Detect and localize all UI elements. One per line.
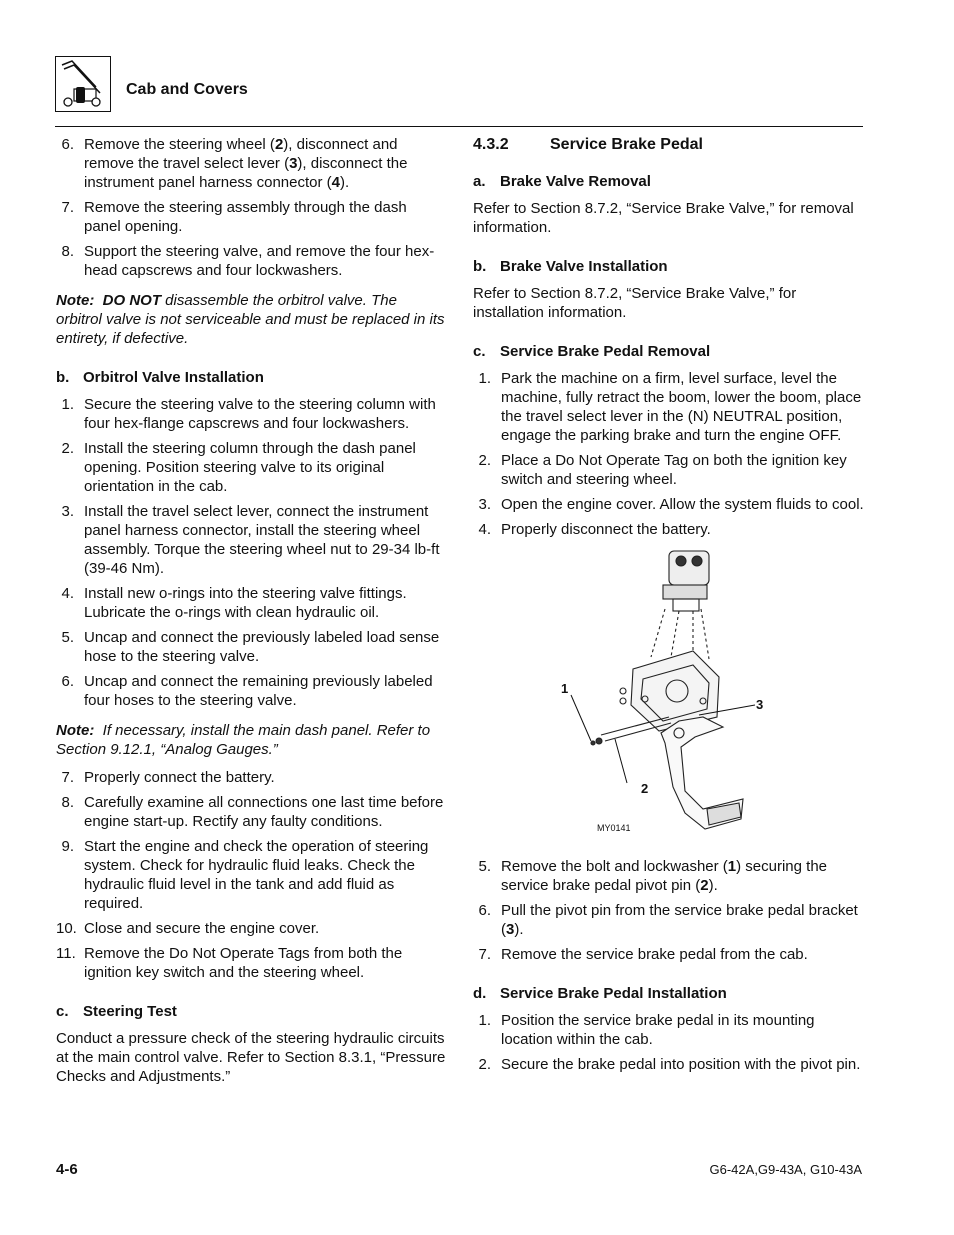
list-item bbox=[56, 672, 446, 710]
list-item bbox=[56, 242, 446, 280]
subheading-letter: b. bbox=[473, 258, 487, 275]
list-item-number: 7. bbox=[61, 769, 74, 786]
orbitrol-install-steps-continued bbox=[56, 768, 446, 982]
list-item-number: 9. bbox=[61, 838, 74, 855]
list-item-text: Remove the service brake pedal from the cab. bbox=[501, 946, 808, 963]
list-item-number: 8. bbox=[61, 794, 74, 811]
list-item bbox=[473, 1055, 865, 1074]
list-item bbox=[56, 439, 446, 496]
list-item-number: 6. bbox=[478, 902, 491, 919]
orbitrol-install-steps bbox=[56, 395, 446, 710]
list-item-text: Properly disconnect the battery. bbox=[501, 521, 711, 538]
page-number: 4-6 bbox=[56, 1161, 78, 1178]
list-item-text: Place a Do Not Operate Tag on both the ignition key switch and steering wheel. bbox=[501, 452, 847, 488]
list-item-number: 11. bbox=[56, 945, 76, 962]
subheading-text: Steering Test bbox=[83, 1003, 177, 1020]
list-item-text: Remove the steering wheel (2), disconnect and remove the travel select lever (3), disconnect the instrument panel harness connector (4). bbox=[84, 136, 408, 191]
list-item-number: 1. bbox=[478, 1012, 491, 1029]
left-column bbox=[56, 135, 446, 1086]
list-item-number: 2. bbox=[478, 1056, 491, 1073]
list-item-text: Uncap and connect the previously labeled load sense hose to the steering valve. bbox=[84, 629, 440, 665]
model-numbers: G6-42A,G9-43A, G10-43A bbox=[709, 1162, 862, 1177]
figure-callout-2: 2 bbox=[641, 781, 649, 796]
list-item bbox=[56, 944, 446, 982]
brake-valve-removal-paragraph: Refer to Section 8.7.2, “Service Brake Valve,” for removal information. bbox=[473, 200, 854, 236]
list-item-text: Open the engine cover. Allow the system fluids to cool. bbox=[501, 496, 864, 513]
list-item-text: Remove the steering assembly through the dash panel opening. bbox=[84, 199, 407, 235]
subheading-text: Service Brake Pedal Installation bbox=[500, 985, 727, 1002]
list-item-number: 3. bbox=[478, 496, 491, 513]
pedal-removal-steps-continued bbox=[473, 857, 865, 964]
brake-valve-install-paragraph: Refer to Section 8.7.2, “Service Brake Valve,” for installation information. bbox=[473, 285, 797, 321]
list-item-text: Remove the bolt and lockwasher (1) securing the service brake pedal pivot pin (2). bbox=[501, 858, 828, 894]
subheading-brake-valve-removal bbox=[473, 172, 865, 191]
subheading-text: Service Brake Pedal Removal bbox=[500, 343, 711, 360]
list-item bbox=[473, 369, 865, 445]
section-heading bbox=[473, 135, 865, 154]
list-item bbox=[56, 919, 446, 938]
list-item-text: Uncap and connect the remaining previously labeled four hoses to the steering valve. bbox=[84, 673, 433, 709]
list-item-number: 6. bbox=[61, 136, 74, 153]
list-item-text: Position the service brake pedal in its mounting location within the cab. bbox=[501, 1012, 815, 1048]
list-item bbox=[473, 945, 865, 964]
list-item-number: 5. bbox=[478, 858, 491, 875]
list-item-number: 2. bbox=[478, 452, 491, 469]
pedal-install-steps bbox=[473, 1011, 865, 1074]
subheading-letter: d. bbox=[473, 985, 487, 1002]
brake-pedal-figure bbox=[473, 547, 865, 847]
list-item-number: 7. bbox=[61, 199, 74, 216]
list-item bbox=[473, 495, 865, 514]
list-item bbox=[473, 857, 865, 895]
steering-removal-steps bbox=[56, 135, 446, 280]
list-item bbox=[473, 451, 865, 489]
list-item bbox=[56, 628, 446, 666]
subheading-letter: c. bbox=[473, 343, 486, 360]
list-item bbox=[56, 502, 446, 578]
list-item bbox=[56, 793, 446, 831]
list-item-text: Support the steering valve, and remove the four hex-head capscrews and four lockwashers. bbox=[84, 243, 435, 279]
header-rule bbox=[55, 126, 863, 127]
list-item-number: 3. bbox=[61, 503, 74, 520]
subheading-pedal-install bbox=[473, 984, 865, 1003]
list-item bbox=[56, 395, 446, 433]
list-item bbox=[56, 837, 446, 913]
subheading-letter: c. bbox=[56, 1003, 69, 1020]
subheading-text: Orbitrol Valve Installation bbox=[83, 369, 264, 386]
section-number: 4.3.2 bbox=[473, 136, 509, 153]
subheading-letter: a. bbox=[473, 173, 486, 190]
list-item-number: 7. bbox=[478, 946, 491, 963]
figure-callout-3: 3 bbox=[756, 697, 764, 712]
list-item-number: 1. bbox=[61, 396, 74, 413]
list-item bbox=[56, 584, 446, 622]
figure-caption: MY0141 bbox=[597, 823, 631, 833]
subheading-text: Brake Valve Installation bbox=[500, 258, 668, 275]
list-item-text: Secure the steering valve to the steering column with four hex-flange capscrews and four lockwashers. bbox=[84, 396, 436, 432]
running-header-title: Cab and Covers bbox=[126, 81, 248, 98]
list-item-number: 1. bbox=[478, 370, 491, 387]
list-item-text: Install the steering column through the dash panel opening. Position steering valve to its original orientation in the cab. bbox=[84, 440, 416, 495]
list-item bbox=[56, 135, 446, 192]
subheading-brake-valve-install bbox=[473, 257, 865, 276]
list-item-number: 2. bbox=[61, 440, 74, 457]
list-item-text: Secure the brake pedal into position with the pivot pin. bbox=[501, 1056, 861, 1073]
list-item-text: Remove the Do Not Operate Tags from both the ignition key switch and the steering wheel. bbox=[84, 945, 403, 981]
list-item-text: Start the engine and check the operation of steering system. Check for hydraulic fluid leaks. Check the hydraulic fluid level in the tank and add fluid as required. bbox=[84, 838, 429, 912]
subheading-text: Brake Valve Removal bbox=[500, 173, 651, 190]
list-item-text: Install new o-rings into the steering valve fittings. Lubricate the o-rings with clean hydraulic oil. bbox=[84, 585, 407, 621]
list-item-number: 5. bbox=[61, 629, 74, 646]
list-item bbox=[473, 520, 865, 539]
list-item bbox=[473, 1011, 865, 1049]
list-item-text: Carefully examine all connections one last time before engine start-up. Rectify any faulty conditions. bbox=[84, 794, 444, 830]
list-item-text: Park the machine on a firm, level surface, level the machine, fully retract the boom, lower the boom, place the travel select lever in the (N) NEUTRAL position, engage the parking brake and turn the engine OFF. bbox=[501, 370, 862, 444]
list-item bbox=[56, 768, 446, 787]
list-item-number: 8. bbox=[61, 243, 74, 260]
list-item-number: 6. bbox=[61, 673, 74, 690]
brake-pedal-illustration bbox=[473, 547, 865, 847]
telehandler-icon bbox=[56, 57, 109, 110]
subheading-orbitrol-install bbox=[56, 368, 446, 387]
pedal-removal-steps bbox=[473, 369, 865, 539]
figure-callout-1: 1 bbox=[561, 681, 569, 696]
list-item bbox=[56, 198, 446, 236]
right-column bbox=[473, 135, 865, 1080]
subheading-pedal-removal bbox=[473, 342, 865, 361]
section-logo-icon bbox=[55, 56, 111, 112]
list-item bbox=[473, 901, 865, 939]
subheading-steering-test bbox=[56, 1002, 446, 1021]
note-orbitrol: Note: DO NOT disassemble the orbitrol valve. The orbitrol valve is not serviceable and must be replaced in its entirety, if defective. bbox=[56, 292, 445, 347]
steering-test-paragraph: Conduct a pressure check of the steering hydraulic circuits at the main control valve. Refer to Section 8.3.1, “Pressure Checks and Adjustments.” bbox=[56, 1030, 446, 1085]
list-item-text: Close and secure the engine cover. bbox=[84, 920, 320, 937]
list-item-number: 4. bbox=[478, 521, 491, 538]
list-item-text: Pull the pivot pin from the service brake pedal bracket (3). bbox=[501, 902, 858, 938]
list-item-number: 4. bbox=[61, 585, 74, 602]
list-item-text: Properly connect the battery. bbox=[84, 769, 275, 786]
list-item-number: 10. bbox=[56, 920, 77, 937]
subheading-letter: b. bbox=[56, 369, 70, 386]
list-item-text: Install the travel select lever, connect the instrument panel harness connector, install the steering wheel assembly. Torque the steering wheel nut to 29-34 lb-ft (39-46 Nm). bbox=[84, 503, 440, 577]
section-title: Service Brake Pedal bbox=[550, 136, 703, 153]
note-dash-panel: Note: If necessary, install the main dash panel. Refer to Section 9.12.1, “Analog Gauges.” bbox=[56, 722, 431, 758]
